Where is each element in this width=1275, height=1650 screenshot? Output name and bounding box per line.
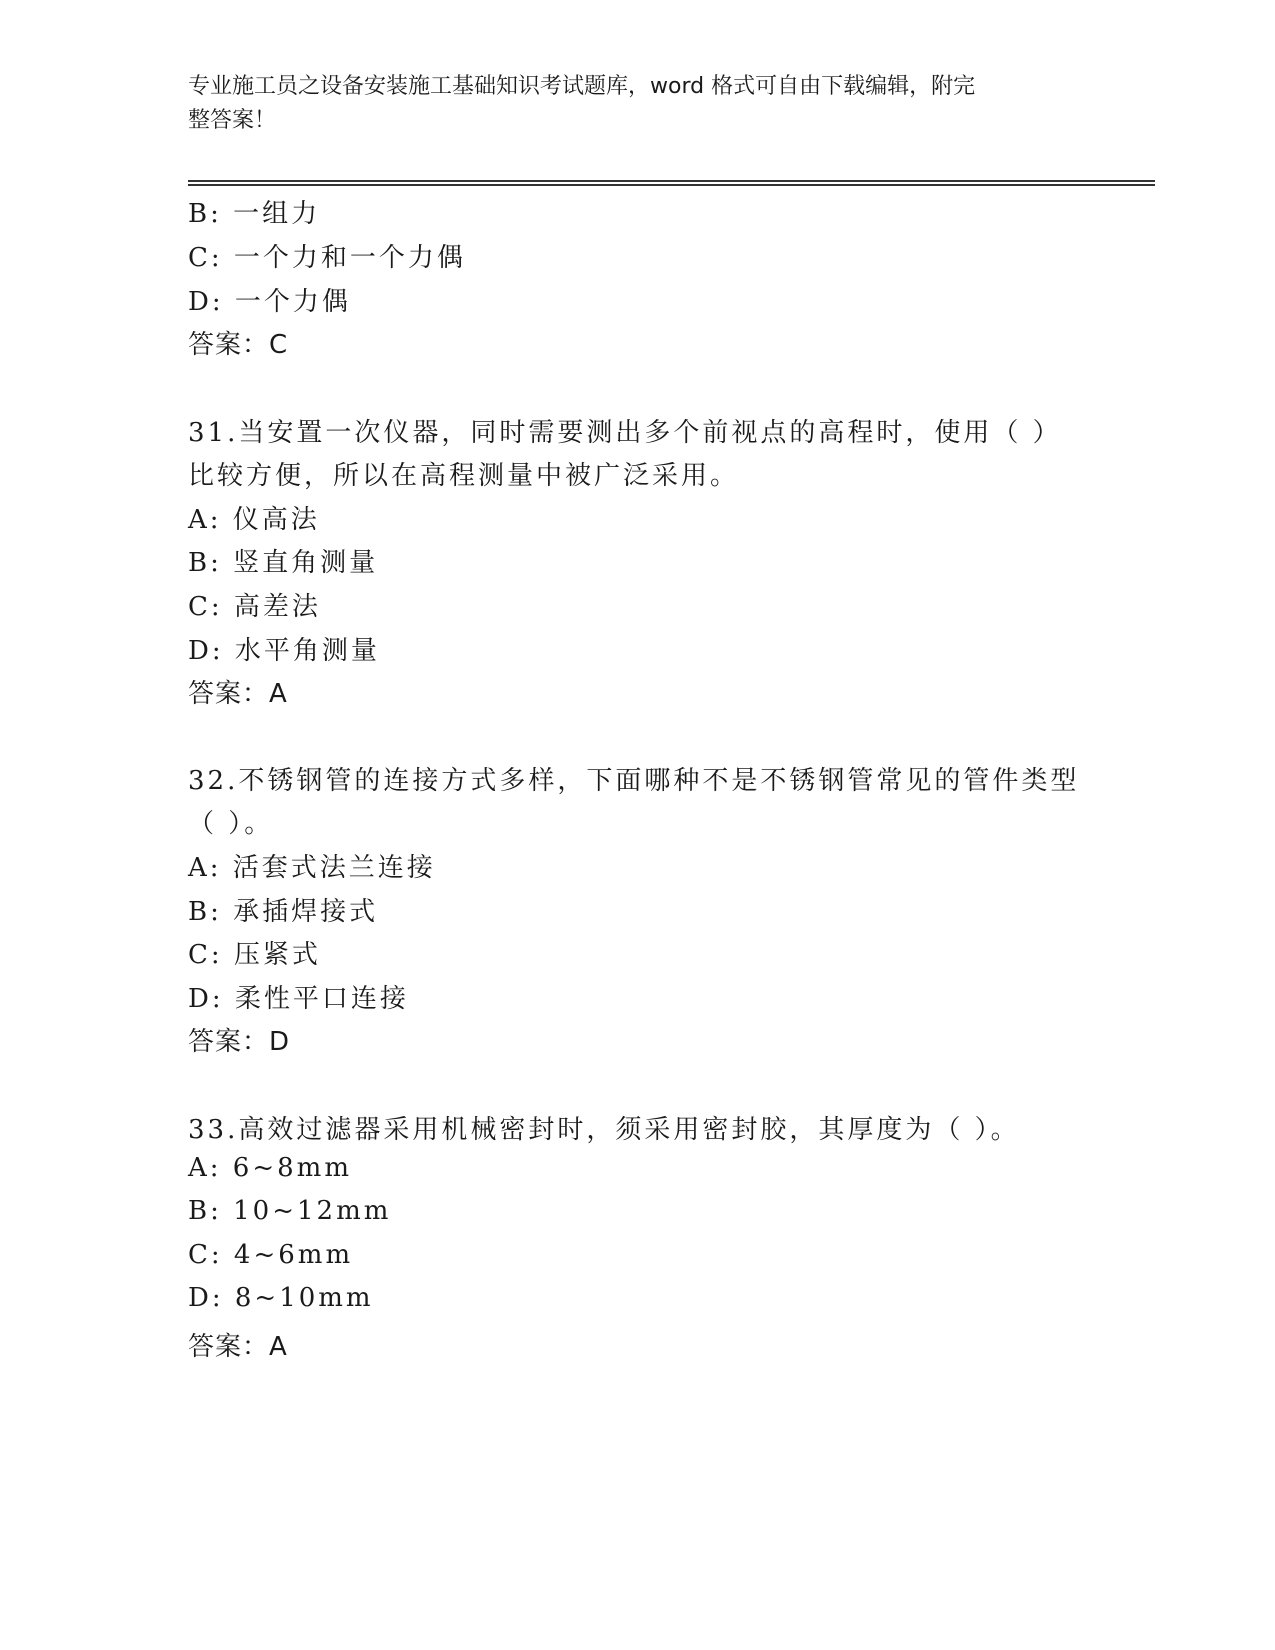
q33-option-b: B: 10~12mm bbox=[188, 1196, 392, 1226]
q31-option-a: A: 仪高法 bbox=[188, 505, 320, 535]
q30-option-b: B: 一组力 bbox=[188, 199, 321, 229]
q32-option-d: D: 柔性平口连接 bbox=[188, 984, 409, 1014]
q31-option-d: D: 水平角测量 bbox=[188, 636, 380, 666]
header-divider bbox=[188, 180, 1155, 185]
q33-stem-line-1: 33.高效过滤器采用机械密封时，须采用密封胶，其厚度为（ ）。 bbox=[188, 1115, 1020, 1145]
q31-option-b: B: 竖直角测量 bbox=[188, 548, 379, 578]
q32-answer: 答案：D bbox=[188, 1027, 291, 1057]
q30-answer: 答案：C bbox=[188, 330, 289, 360]
q30-option-c: C: 一个力和一个力偶 bbox=[188, 243, 466, 273]
q31-answer: 答案：A bbox=[188, 679, 288, 709]
q33-answer: 答案：A bbox=[188, 1332, 288, 1362]
q31-stem-line-2: 比较方便，所以在高程测量中被广泛采用。 bbox=[188, 461, 740, 491]
header-line-1: 专业施工员之设备安装施工基础知识考试题库，word 格式可自由下载编辑，附完 bbox=[188, 74, 976, 99]
header-line-2: 整答案！ bbox=[188, 108, 277, 133]
q32-option-a: A: 活套式法兰连接 bbox=[188, 853, 436, 883]
q33-option-a: A: 6~8mm bbox=[188, 1153, 352, 1183]
page-header bbox=[188, 70, 1068, 138]
q32-stem-line-2: （ ）。 bbox=[188, 809, 274, 839]
q32-option-c: C: 压紧式 bbox=[188, 940, 321, 970]
q31-option-c: C: 高差法 bbox=[188, 592, 321, 622]
q32-stem-line-1: 32.不锈钢管的连接方式多样，下面哪种不是不锈钢管常见的管件类型 bbox=[188, 766, 1080, 796]
q33-option-c: C: 4~6mm bbox=[188, 1240, 354, 1270]
q30-option-d: D: 一个力偶 bbox=[188, 287, 351, 317]
q31-stem-line-1: 31.当安置一次仪器，同时需要测出多个前视点的高程时，使用（ ） bbox=[188, 418, 1062, 448]
q33-option-d: D: 8~10mm bbox=[188, 1283, 374, 1313]
q32-option-b: B: 承插焊接式 bbox=[188, 897, 379, 927]
